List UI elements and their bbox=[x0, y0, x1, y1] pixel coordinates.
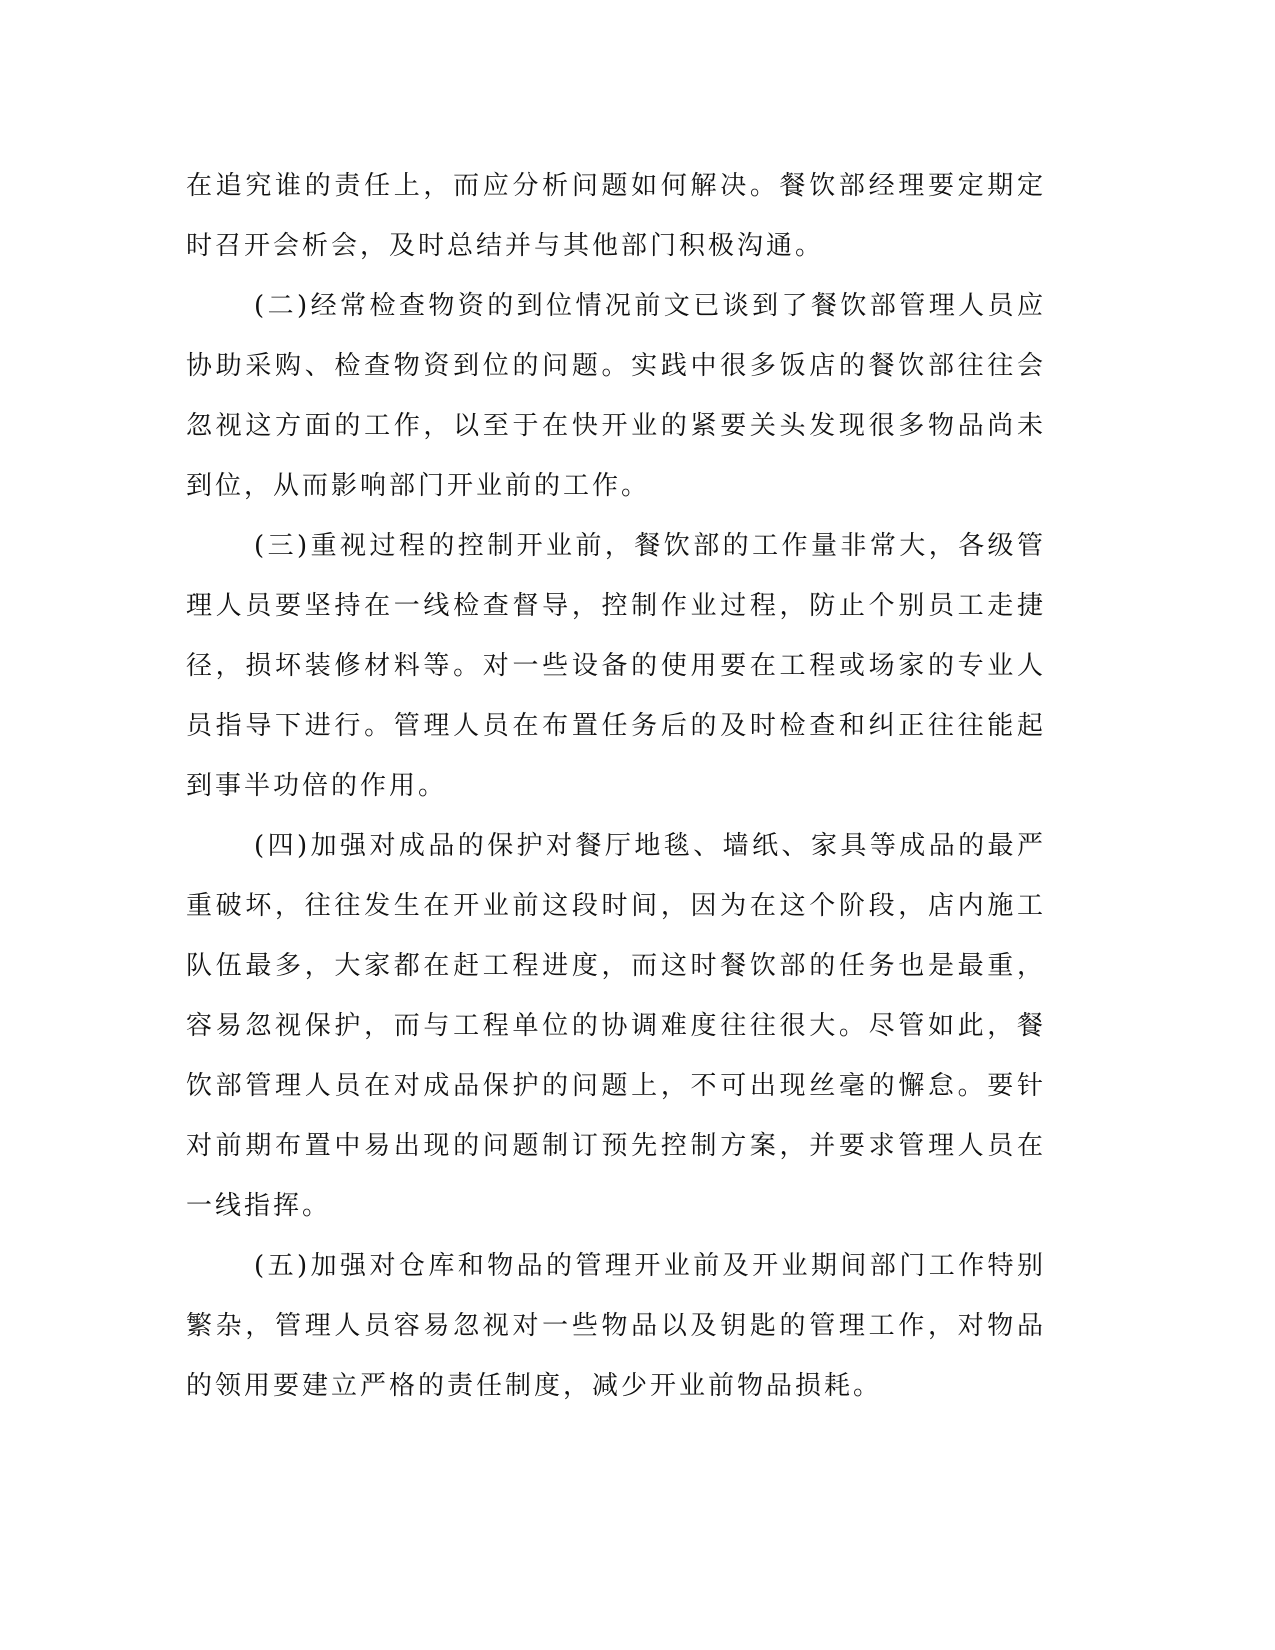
document-body bbox=[186, 156, 1046, 1416]
paragraph-section-3: (三)重视过程的控制开业前，餐饮部的工作量非常大，各级管理人员要坚持在一线检查督导，控制作业过程，防止个别员工走捷径，损坏装修材料等。对一些设备的使用要在工程或场家的专业人员指导下进行。管理人员在布置任务后的及时检查和纠正往往能起到事半功倍的作用。 bbox=[186, 531, 1046, 801]
paragraph-section-2: (二)经常检查物资的到位情况前文已谈到了餐饮部管理人员应协助采购、检查物资到位的问题。实践中很多饭店的餐饮部往往会忽视这方面的工作，以至于在快开业的紧要关头发现很多物品尚未到位，从而影响部门开业前的工作。 bbox=[186, 291, 1046, 501]
paragraph-continuation: 在追究谁的责任上，而应分析问题如何解决。餐饮部经理要定期定时召开会析会，及时总结并与其他部门积极沟通。 bbox=[186, 171, 1046, 261]
paragraph-section-5: (五)加强对仓库和物品的管理开业前及开业期间部门工作特别繁杂，管理人员容易忽视对一些物品以及钥匙的管理工作，对物品的领用要建立严格的责任制度，减少开业前物品损耗。 bbox=[186, 1251, 1046, 1401]
paragraph-section-4: (四)加强对成品的保护对餐厅地毯、墙纸、家具等成品的最严重破坏，往往发生在开业前这段时间，因为在这个阶段，店内施工队伍最多，大家都在赶工程进度，而这时餐饮部的任务也是最重，容易忽视保护，而与工程单位的协调难度往往很大。尽管如此，餐饮部管理人员在对成品保护的问题上，不可出现丝毫的懈怠。要针对前期布置中易出现的问题制订预先控制方案，并要求管理人员在一线指挥。 bbox=[186, 831, 1046, 1221]
